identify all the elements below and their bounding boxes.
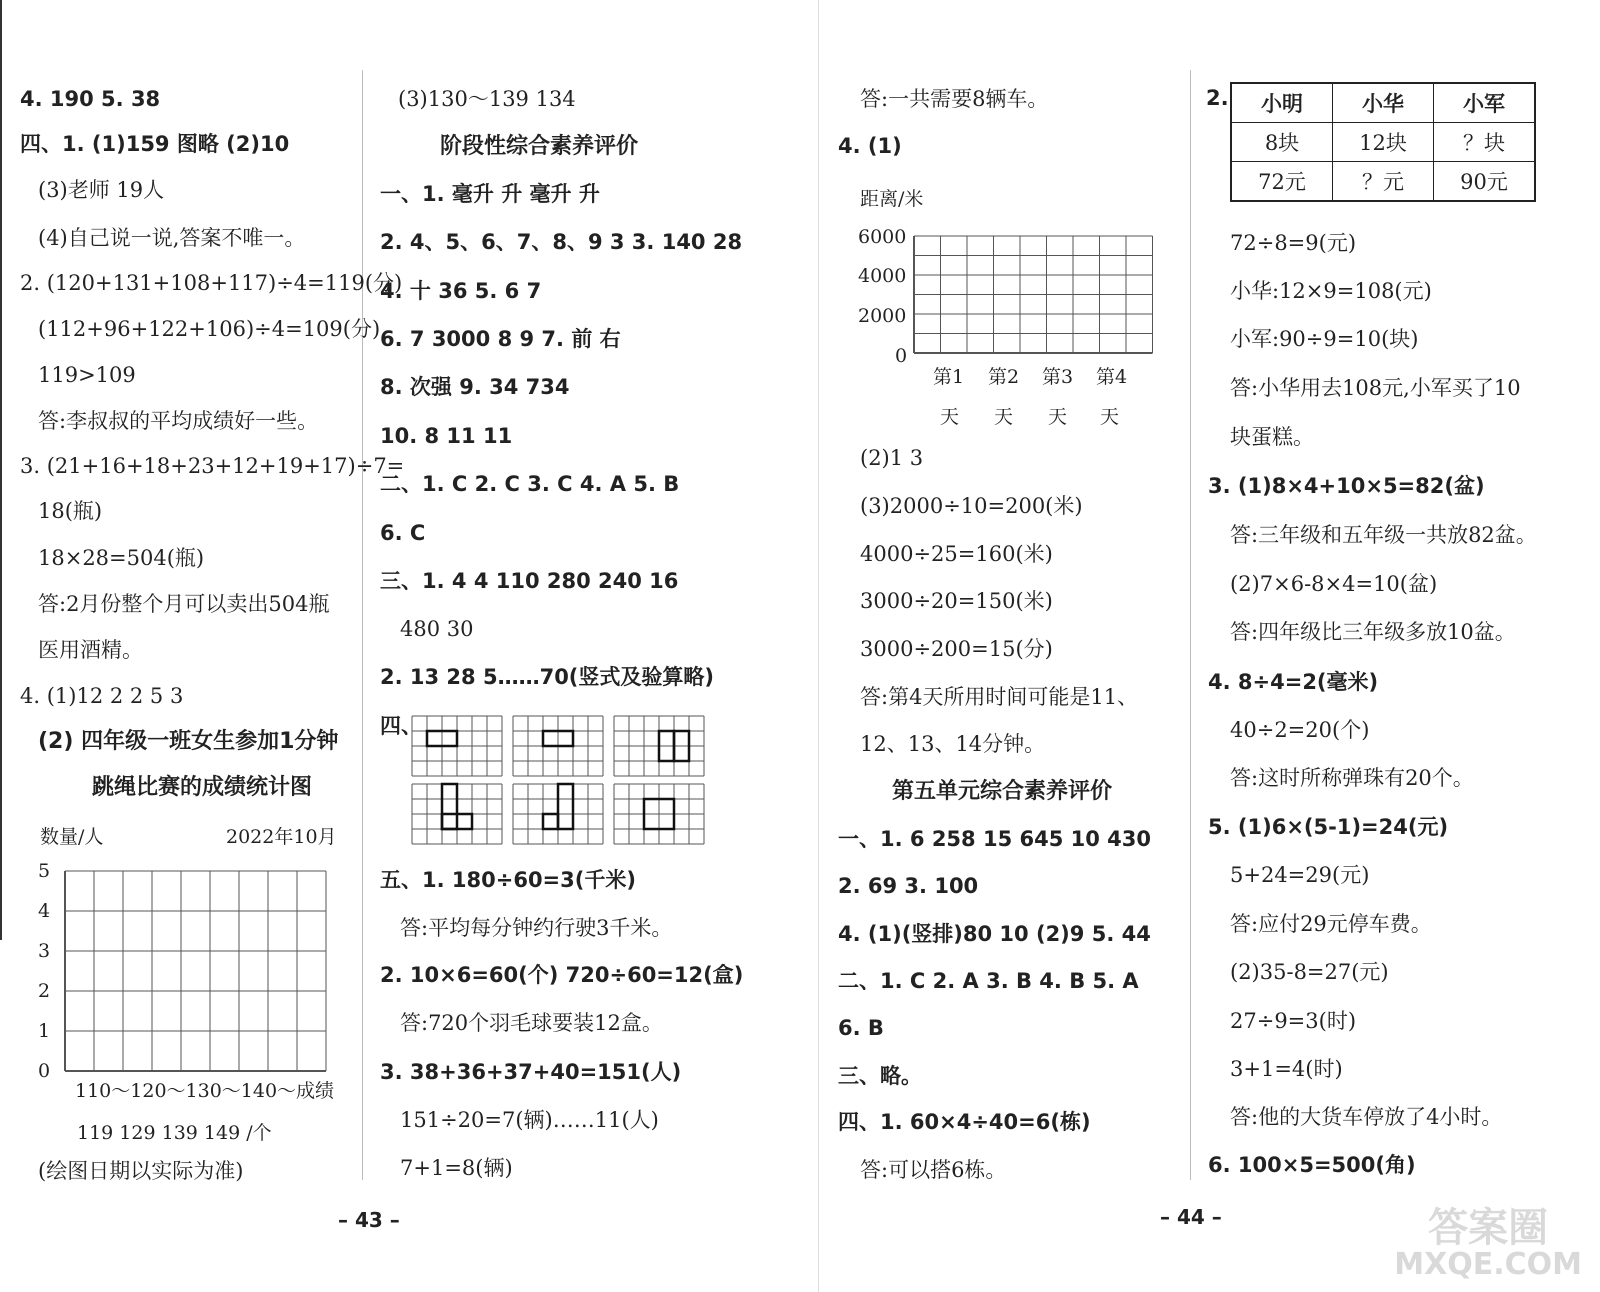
col3b-line-11: 二、1. C 2. A 3. B 4. B 5. A [838,969,1139,993]
table-header-cell: 小华 [1333,83,1434,123]
table-cell: 90元 [1434,162,1536,202]
page-number-43: – 43 – [338,1208,400,1232]
chart2-xtick2: 天 [940,406,960,428]
chart2-xtick2: 天 [994,406,1014,428]
chart1-ylabel: 数量/人 [40,826,104,848]
col4-line-1: 小华:12×9=108(元) [1230,279,1432,303]
col3b-line-10: 4. (1)(竖排)80 10 (2)9 5. 44 [838,922,1151,946]
col1-line-10: 18×28=504(瓶) [38,546,205,570]
table-row [1231,123,1535,162]
col2b-line-0: 五、1. 180÷60=3(千米) [380,868,636,892]
col1-line-2: (3)老师 19人 [38,178,165,202]
col2-line-8: 二、1. C 2. C 3. C 4. A 5. B [380,472,680,496]
col2-line-4: 4. 十 36 5. 6 7 [380,279,542,303]
col2-line-13: 四、 [380,714,422,738]
price-table [1230,82,1536,202]
grid-figures [410,714,705,846]
col3b-line-14: 四、1. 60×4÷40=6(栋) [838,1110,1091,1134]
col1-line-11: 答:2月份整个月可以卖出504瓶 [38,592,330,616]
chart1-ytick: 4 [38,900,51,922]
table-cell: ？元 [1333,162,1434,202]
col3b-line-9: 2. 69 3. 100 [838,874,979,898]
col3-line-1: 4. (1) [838,134,902,158]
figure-shape [543,814,558,829]
col3-line-0: 答:一共需要8辆车。 [860,87,1049,111]
chart1-ytick: 2 [38,980,51,1002]
col2-line-2: 一、1. 毫升 升 毫升 升 [380,182,600,206]
col1-line-5: (112+96+122+106)÷4=109(分) [38,317,381,341]
chart1-ytick: 3 [38,940,51,962]
chart1-ytick: 5 [38,860,51,882]
col2b-line-2: 2. 10×6=60(个) 720÷60=12(盒) [380,963,744,987]
col1-line-12: 医用酒精。 [38,638,143,662]
col2-line-9: 6. C [380,521,426,545]
page-divider [818,0,819,1292]
table-cell: ？块 [1434,123,1536,162]
chart1-xticks-top: 110～120～130～140～成绩 [75,1080,335,1102]
chart1-note: (绘图日期以实际为准) [38,1159,244,1183]
col4-line-13: 5+24=29(元) [1230,863,1370,887]
section-title-unit5: 第五单元综合素养评价 [892,779,1113,804]
figure-shape [558,784,573,829]
col3b-line-0: (2)1 3 [860,446,924,470]
chart2-xtick2: 天 [1048,406,1068,428]
watermark-url: MXQE.COM [1394,1247,1582,1282]
col1-line-3: (4)自己说一说,答案不唯一。 [38,226,306,250]
col2-line-7: 10. 8 11 11 [380,424,513,448]
col3b-line-5: 答:第4天所用时间可能是11、 [860,685,1139,709]
column-divider-1 [362,70,363,1180]
col1-line-4: 2. (120+131+108+117)÷4=119(分) [20,271,403,295]
col2b-line-6: 7+1=8(辆) [400,1156,513,1180]
chart2-ytick: 6000 [858,226,907,248]
table-row [1231,83,1535,123]
col4-line-11: 答:这时所称弹珠有20个。 [1230,766,1474,790]
col1-line-6: 119>109 [38,363,136,387]
chart1-date: 2022年10月 [226,826,337,848]
col4-line-6: 答:三年级和五年级一共放82盆。 [1230,523,1537,547]
col2b-line-3: 答:720个羽毛球要装12盒。 [400,1011,663,1035]
watermark [1394,1206,1582,1280]
table-cell: 8块 [1231,123,1333,162]
col4-line-7: (2)7×6-8×4=10(盆) [1230,572,1438,596]
col2-line-0: (3)130～139 134 [398,87,576,111]
col2-line-6: 8. 次强 9. 34 734 [380,375,570,399]
col4-line-12: 5. (1)6×(5-1)=24(元) [1208,815,1449,839]
chart2-ytick: 0 [895,345,908,367]
col4-line-19: 6. 100×5=500(角) [1208,1153,1416,1177]
figure-shape [442,784,457,829]
chart1-grid [60,866,330,1081]
chart2-xtick: 第1 [933,366,965,388]
col2-line-12: 2. 13 28 5……70(竖式及验算略) [380,665,714,689]
chart2-xtick: 第4 [1096,366,1128,388]
chart2-xtick: 第3 [1042,366,1074,388]
col2b-line-5: 151÷20=7(辆)……11(人) [400,1108,659,1132]
col3b-line-15: 答:可以搭6栋。 [860,1158,1007,1182]
col3b-line-4: 3000÷200=15(分) [860,637,1053,661]
chart2-xtick2: 天 [1100,406,1120,428]
col2b-line-4: 3. 38+36+37+40=151(人) [380,1060,682,1084]
col4-line-8: 答:四年级比三年级多放10盆。 [1230,620,1516,644]
watermark-logo: 答案圈 [1428,1205,1549,1251]
col1-line-9: 18(瓶) [38,499,103,523]
col1-line-8: 3. (21+16+18+23+12+19+17)÷7= [20,454,405,478]
col4-line-10: 40÷2=20(个) [1230,718,1370,742]
col2b-line-1: 答:平均每分钟约行驶3千米。 [400,916,673,940]
col3b-line-12: 6. B [838,1016,884,1040]
chart2-ylabel: 距离/米 [860,188,924,210]
col3b-line-8: 一、1. 6 258 15 645 10 430 [838,827,1152,851]
col1-line-1: 四、1. (1)159 图略 (2)10 [20,132,290,156]
left-edge-line [0,0,2,940]
col1-line-13: 4. (1)12 2 2 5 3 [20,684,184,708]
table-header-cell: 小明 [1231,83,1333,123]
col3b-line-2: 4000÷25=160(米) [860,542,1053,566]
col3b-line-6: 12、13、14分钟。 [860,732,1046,756]
table-row [1231,162,1535,202]
chart1-xticks-bottom: 119 129 139 149 /个 [77,1122,272,1144]
chart1-ytick: 0 [38,1060,51,1082]
table-cell: 12块 [1333,123,1434,162]
chart1-ytick: 1 [38,1020,51,1042]
section-title-stage: 阶段性综合素养评价 [440,134,639,159]
table-header-cell: 小军 [1434,83,1536,123]
col1-line-7: 答:李叔叔的平均成绩好一些。 [38,409,319,433]
col4-line-18: 答:他的大货车停放了4小时。 [1230,1105,1503,1129]
col4-line-16: 27÷9=3(时) [1230,1009,1357,1033]
col4-line-14: 答:应付29元停车费。 [1230,912,1432,936]
col2-line-5: 6. 7 3000 8 9 7. 前 右 [380,327,621,351]
col4-line-5: 3. (1)8×4+10×5=82(盆) [1208,474,1485,498]
col4-line-15: (2)35-8=27(元) [1230,960,1389,984]
column-divider-3 [1190,70,1191,1180]
col4-line-4: 块蛋糕。 [1230,425,1314,449]
col2-line-3: 2. 4、5、6、7、8、9 3 3. 140 28 [380,230,743,254]
col4-line-2: 小军:90÷9=10(块) [1230,327,1419,351]
col4-line-0: 72÷8=9(元) [1230,231,1357,255]
col3b-line-1: (3)2000÷10=200(米) [860,494,1083,518]
table-label: 2. [1206,86,1229,110]
col1-chart-title-2: 跳绳比赛的成绩统计图 [92,775,313,800]
col1-line-0: 4. 190 5. 38 [20,87,161,111]
chart2-ytick: 4000 [858,265,907,287]
col4-line-3: 答:小华用去108元,小军买了10 [1230,376,1521,400]
chart2-xtick: 第2 [988,366,1020,388]
col4-line-9: 4. 8÷4=2(毫米) [1208,670,1379,694]
col2-line-11: 480 30 [400,617,474,641]
col1-chart-title-1: (2) 四年级一班女生参加1分钟 [38,729,339,754]
chart2-ytick: 2000 [858,305,907,327]
col3b-line-3: 3000÷20=150(米) [860,589,1053,613]
chart2-grid [912,234,1154,356]
col4-line-17: 3+1=4(时) [1230,1057,1343,1081]
col3b-line-13: 三、略。 [838,1064,922,1088]
table-cell: 72元 [1231,162,1333,202]
page-number-44: – 44 – [1160,1205,1222,1229]
col2-line-10: 三、1. 4 4 110 280 240 16 [380,569,679,593]
